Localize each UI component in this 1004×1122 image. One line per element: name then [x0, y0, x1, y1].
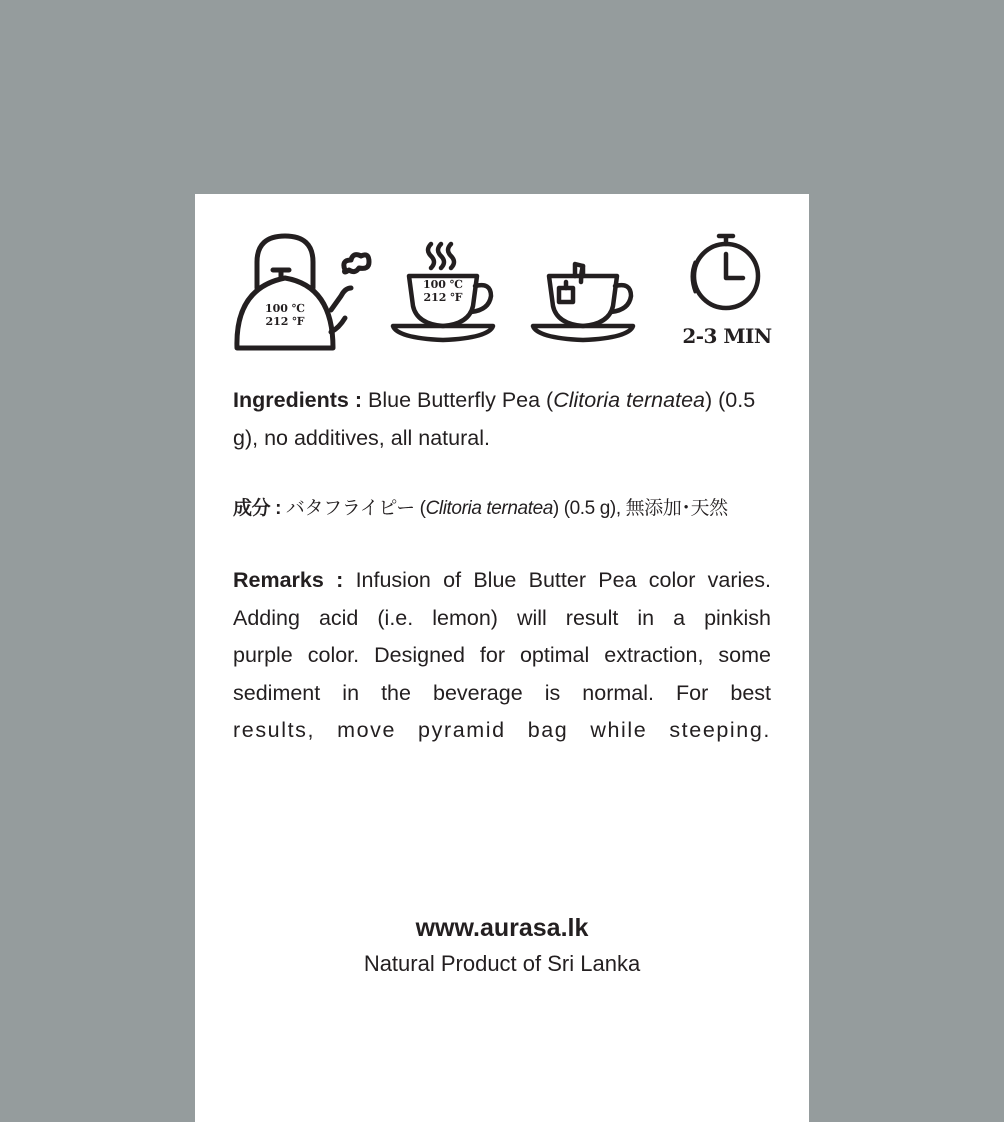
remarks-line: sediment in the beverage is normal. For best: [233, 680, 771, 705]
cup-temp-fahrenheit: 212 ℉: [423, 291, 463, 304]
ingredients-jp-text-after: ) (0.5 g), 無添加･天然: [552, 498, 728, 519]
stopwatch-icon: [682, 234, 772, 348]
kettle-temp-fahrenheit: 212 ℉: [265, 315, 305, 328]
remarks-line: results, move pyramid bag while steeping.: [233, 718, 771, 742]
ingredients-heading: Ingredients :: [233, 388, 363, 412]
ingredients-jp-heading: 成分 :: [233, 498, 282, 519]
brewing-instructions: [195, 194, 809, 364]
remarks-line: [233, 562, 771, 600]
ingredients-text-after: ) (0.5 g), no additives, all natural.: [233, 388, 756, 450]
ingredients-text-before: Blue Butterfly Pea (: [362, 388, 554, 412]
website-url: www.aurasa.lk: [415, 914, 589, 942]
remarks-line: Adding acid (i.e. lemon) will result in a pinkish: [233, 605, 771, 630]
steep-time-label: 2-3 MIN: [682, 324, 772, 348]
kettle-icon: [233, 232, 373, 352]
remarks-line: purple color. Designed for optimal extraction, some: [233, 643, 771, 667]
cup-temp-celsius: 100 ℃: [423, 278, 463, 291]
kettle-temp-celsius: 100 ℃: [265, 302, 305, 315]
hot-cup-icon: [391, 240, 495, 344]
remarks: [233, 562, 771, 750]
ingredients-jp: [233, 491, 771, 527]
remarks-line-text: Infusion of Blue Butter Pea color varies.: [355, 568, 771, 592]
product-origin: Natural Product of Sri Lanka: [363, 951, 641, 976]
label-card: [195, 194, 809, 1122]
ingredients-jp-text-before: バタフライピー (: [281, 498, 426, 519]
ingredients-en: [233, 382, 771, 457]
ingredients-latin-name: Clitoria ternatea: [553, 388, 705, 412]
teabag-cup-icon: [531, 262, 635, 344]
remarks-heading: Remarks :: [233, 568, 344, 592]
ingredients-jp-latin-name: Clitoria ternatea: [425, 498, 553, 519]
